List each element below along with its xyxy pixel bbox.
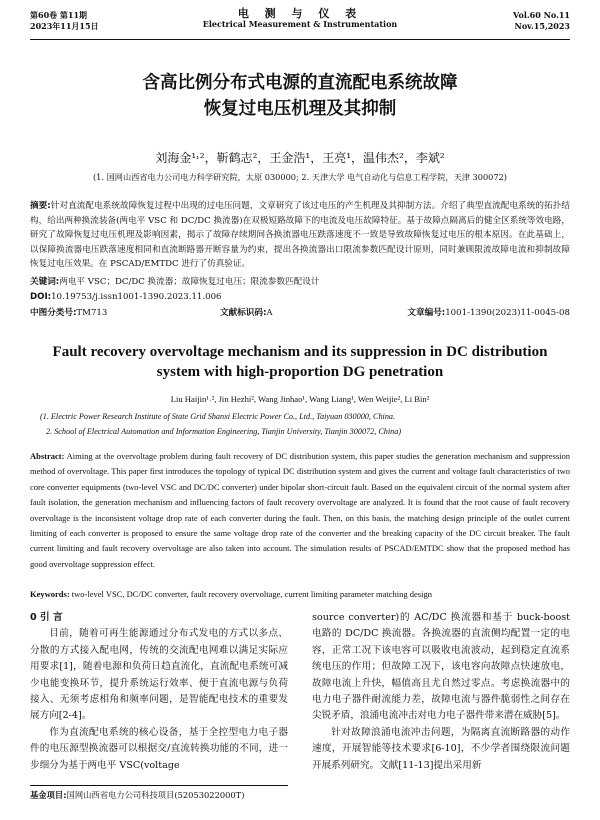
- article-number: 文章编号:1001-1390(2023)11-0045-08: [407, 308, 570, 318]
- title-en-line-1: Fault recovery overvoltage mechanism and its suppression in DC distribution: [52, 344, 548, 360]
- title-en: [30, 342, 570, 382]
- keywords-cn: [30, 275, 570, 290]
- journal-name-cn: 电 测 与 仪 表: [237, 7, 363, 20]
- affiliations-cn: (1. 国网山西省电力公司电力科学研究院，太原 030000; 2. 天津大学 电气自动化与信息工程学院，天津 300072): [92, 172, 508, 182]
- section-heading: 0 引 言: [30, 612, 63, 623]
- header-center: [30, 8, 570, 30]
- footnote-rule: [30, 785, 288, 786]
- abstract-cn-text: 针对直流配电系统故障恢复过程中出现的过电压问题，文章研究了该过电压的产生机理及其抑制方法。介绍了典型直流配电系统的拓扑结构，给出两种换流装备(两电平 VSC 和 DC/DC 换流器)在双极短路故障下的电流及电压故障特征。基于故障点隔离后的健全区系统等效电路，研究了故障恢复过电压机理及影响因素，揭示了故障存续期间各换流器电压跌落速度不一致是导致故障恢复过电压的根本原因。在此基础上，以保障换流器电压跌落速度相同和直流断路器开断容量为约束，提出各换流器出口限流参数匹配设计原则，同时兼顾限流故障电流和抑制故障恢复过电压效果。在 PSCAD/EMTDC 进行了仿真验证。: [30, 201, 570, 269]
- doi-label: DOI:: [30, 292, 52, 302]
- title-cn: [30, 70, 570, 122]
- body-column-left: [30, 610, 288, 774]
- doi-text: 10.19753/j.issn1001-1390.2023.11.006: [51, 292, 222, 302]
- keywords-cn-label: 关键词:: [30, 277, 60, 287]
- running-header: [30, 8, 570, 38]
- volume-issue-cn: 第60卷 第11期: [30, 10, 88, 20]
- header-right: [513, 10, 570, 32]
- abstract-en: [30, 449, 570, 572]
- date-en: Nov.15,2023: [514, 21, 570, 31]
- title-cn-line-1: 含高比例分布式电源的直流配电系统故障: [142, 73, 458, 93]
- funding-text: 国网山西省电力公司科技项目(52053022000T): [66, 790, 245, 800]
- header-rule: [30, 39, 570, 40]
- authors-en: Liu Haijin¹˒², Jin Hezhi², Wang Jinhao¹, Wang Liang¹, Wen Weijie², Li Bin²: [170, 394, 430, 404]
- affiliation-en-1: (1. Electric Power Research Institute of State Grid Shanxi Electric Power Co., Ltd., Taiyuan 030000, China.: [40, 412, 396, 421]
- journal-name-en: Electrical Measurement & Instrumentation: [202, 19, 398, 29]
- body-paragraph: 作为直流配电系统的核心设备，基于全控型电力电子器件的电压源型换流器可以根据交/直流转换功能的不同，进一步细分为基于两电平 VSC(voltage: [30, 726, 288, 771]
- keywords-en-label: Keywords:: [30, 589, 70, 599]
- funding-footnote: [30, 789, 244, 801]
- funding-label: 基金项目:: [30, 790, 67, 800]
- volume-issue-en: Vol.60 No.11: [513, 10, 570, 20]
- title-cn-line-2: 恢复过电压机理及其抑制: [203, 99, 397, 119]
- abstract-cn: [30, 199, 570, 272]
- document-code: 文献标识码:A: [220, 308, 273, 318]
- body-paragraph: 目前，随着可再生能源通过分布式发电的方式以多点、分散的方式接入配电网，传统的交流配电网难以满足实际应用要求[1]，随着电源和负荷日趋直流化，直流配电系统可减少电能变换环节，提升系统运行效率、便于直流电源与负荷接入、无须考虑相角和频率问题，是智能配电技术的重要发展方向[2-4]。: [30, 628, 288, 722]
- body-paragraph: source converter)的 AC/DC 换流器和基于 buck-boost 电路的 DC/DC 换流器。各换流器的直流侧均配置一定的电容，正常工况下该电容可以吸收电流波动，起到稳定直流系统电压的作用；但故障工况下，该电容向故障点快速放电，故障电流上升快，幅值高且尤自然过零点。考虑换流器中的电力电子器件耐流能力差，故障电流与器件脆弱性之间存在尖锐矛盾，浪涌电流冲击对电力电子器件带来潜在威胁[5]。: [312, 612, 570, 722]
- title-en-line-2: system with high-proportion DG penetration: [156, 364, 444, 380]
- abstract-cn-label: 摘要:: [30, 201, 51, 211]
- keywords-en: [30, 589, 570, 599]
- abstract-en-label: Abstract:: [30, 451, 65, 461]
- body-paragraph: 针对故障浪涌电流冲击问题，为隔离直流断路器的动作速度，开展智能等技术要求[6-10]，不少学者围绕限流问题开展系列研究。文献[11-13]提出采用新: [312, 726, 570, 771]
- body-column-right: [312, 610, 570, 774]
- abstract-en-text: Aiming at the overvoltage problem during fault recovery of DC distribution system, this paper studies the generation mechanism and suppression method of overvoltage. This paper first introduces the topology of typical DC distribution system and gives the current and voltage fault characteristics of two core converter equipments (two-level VSC and DC/DC converter) under bipolar short-circuit fault. Based on the equivalent circuit of the normal system after fault isolation, the generation mechanism and influencing factors of fault recovery overvoltage are analyzed. It is found that the root cause of fault recovery overvoltage is the inconsistent voltage drop rate of each converter during the fault. Then, on this basis, the matching design principle of the outlet current limiting of each converter is proposed to ensure the same voltage drop rate of the converter and the breaking capacity of the DC circuit breaker. The fault current limiting and fault recovery overvoltage are also taken into account. The simulation results of PSCAD/EMTDC show that the proposed method has good overvoltage suppression effect.: [30, 451, 571, 569]
- clc-number: 中图分类号:TM713: [30, 308, 108, 318]
- doi: [30, 290, 570, 305]
- keywords-en-text: two-level VSC, DC/DC converter, fault recovery overvoltage, current limiting parameter matching design: [71, 589, 432, 599]
- affiliations-en: [40, 409, 570, 439]
- affiliation-en-2: 2. School of Electrical Automation and Information Engineering, Tianjin University, Tianjin 300072, China): [46, 427, 402, 436]
- authors-cn: 刘海金¹˒²，靳鹤志²，王金浩¹，王亮¹，温伟杰²，李斌²: [155, 151, 445, 165]
- keywords-cn-text: 两电平 VSC；DC/DC 换流器；故障恢复过电压；限流参数匹配设计: [59, 277, 320, 287]
- date-cn: 2023年11月15日: [30, 21, 99, 31]
